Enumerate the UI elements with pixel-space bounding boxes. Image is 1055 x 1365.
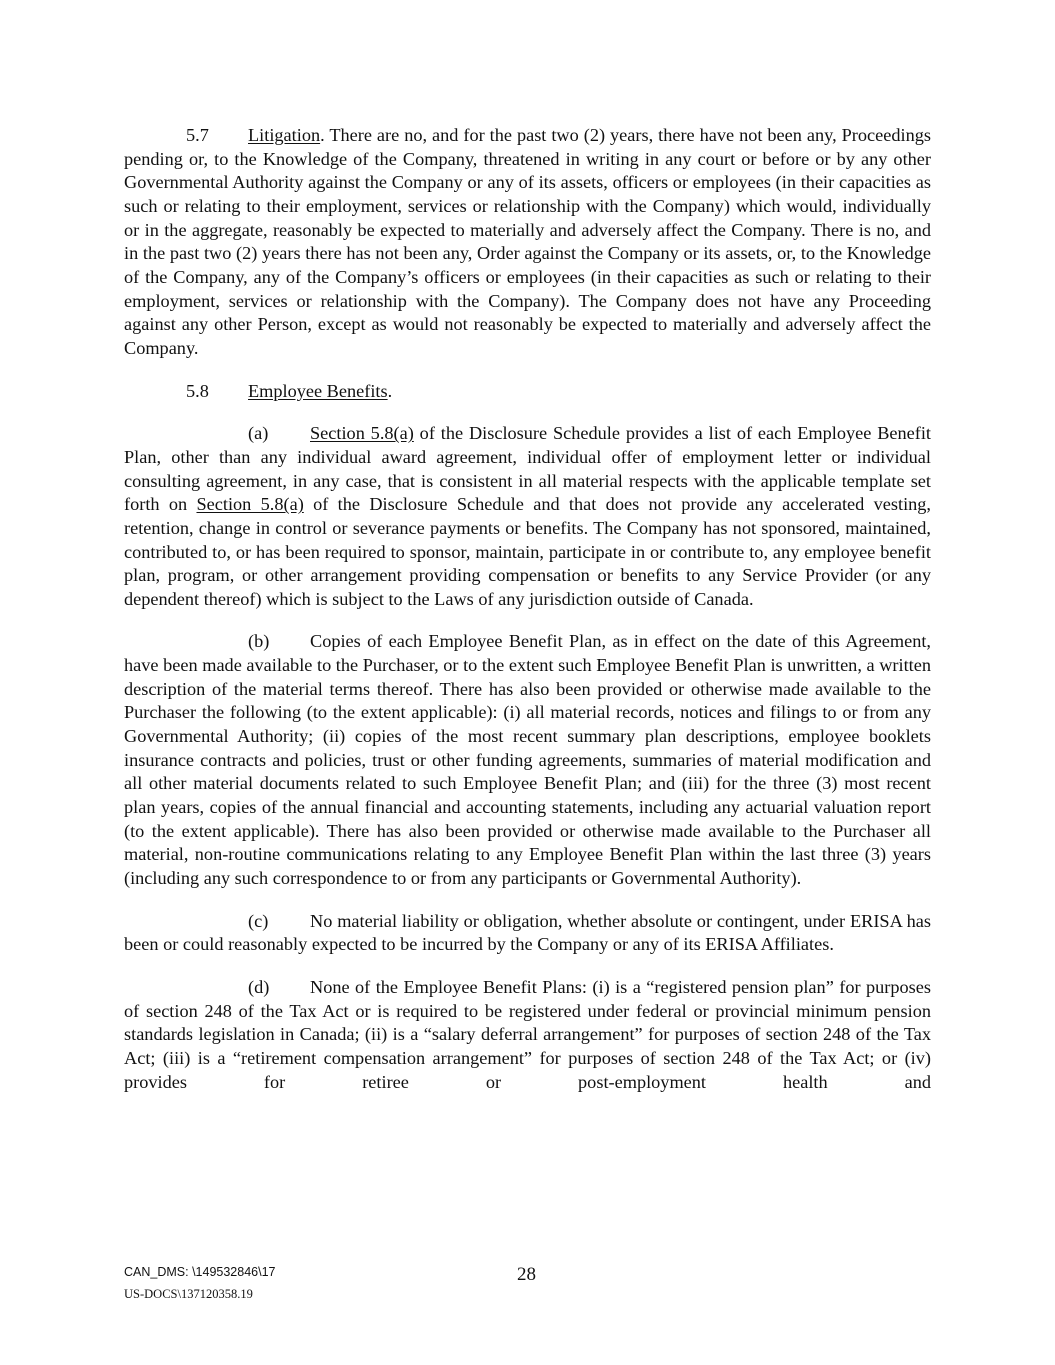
subsection-body: No material liability or obligation, whether absolute or contingent, under ERISA has been or could reasonably expected to be incurred by the Company or any of its ERISA Affiliates. <box>124 910 931 955</box>
subsection-body: None of the Employee Benefit Plans: (i) is a “registered pension plan” for purposes of section 248 of the Tax Act or is required to be registered under federal or provincial minimum pension standards legislation in Canada; (ii) is a “salary deferral arrangement” for purposes of section 248 of the Tax Act; (iii) is a “retirement compensation arrangement” for purposes of section 248 of the Tax Act; or (iv) provides for retiree or post-employment health and <box>124 977 931 1092</box>
footer-doc-id-us: US-DOCS\137120358.19 <box>124 1287 253 1301</box>
cross-reference: Section 5.8(a) <box>196 494 304 515</box>
cross-reference: Section 5.8(a) <box>310 423 414 444</box>
subsection-b <box>124 630 931 890</box>
subsection-a: (a) Section 5.8(a) of the Disclosure Schedule provides a list of each Employee Benefit Plan, other than any individual award agreement, individual offer of employment letter or individual consulting agreement, in any case, that is consistent in all material respects with the applicable template set forth on Section 5.8(a) of the Disclosure Schedule and that does not provide any accelerated vesting, retention, change in control or severance payments or benefits. The Company has not sponsored, maintained, contributed to, or has been required to sponsor, maintain, participate in or contribute to, any employee benefit plan, program, or other arrangement providing compensation or benefits to any Service Provider (or any dependent thereof) which is subject to the Laws of any jurisdiction outside of Canada. <box>124 423 931 609</box>
section-body: There are no, and for the past two (2) years, there have not been any, Proceedings pending or, to the Knowledge of the Company, threatened in writing in any court or before or by any other Governmental Authority against the Company or any of its assets, officers or employees (in their capacities as such or relating to their employment, services or relationship with the Company) which would, individually or in the aggregate, reasonably be expected to materially and adversely affect the Company. There is no, and in the past two (2) years there has not been any, Order against the Company or its assets, or, to the Knowledge of the Company, any of the Company’s officers or employees (in their capacities as such or relating to their employment, services or relationship with the Company). The Company does not have any Proceeding against any other Person, except as would not reasonably be expected to materially and adversely affect the Company. <box>124 125 931 358</box>
subsection-d <box>124 976 931 1094</box>
document-page <box>124 124 931 1113</box>
subsection-label: (d) <box>248 977 270 997</box>
section-heading: Employee Benefits <box>248 380 388 401</box>
section-5-7: 5.7 Litigation. There are no, and for the past two (2) years, there have not been any, Proceedings pending or, to the Knowledge of the Company, threatened in writing in any court or before or by any other Governmental Authority against the Company or any of its assets, officers or employees (in their capacities as such or relating to their employment, services or relationship with the Company) which would, individually or in the aggregate, reasonably be expected to materially and adversely affect the Company. There is no, and in the past two (2) years there has not been any, Order against the Company or its assets, or, to the Knowledge of the Company, any of the Company’s officers or employees (in their capacities as such or relating to their employment, services or relationship with the Company). The Company does not have any Proceeding against any other Person, except as would not reasonably be expected to materially and adversely affect the Company. <box>124 125 931 358</box>
footer-doc-id-can: CAN_DMS: \149532846\17 <box>124 1265 276 1279</box>
section-number: 5.8 <box>186 380 209 401</box>
subsection-label: (b) <box>248 631 270 652</box>
section-heading: Litigation <box>248 125 321 145</box>
subsection-c <box>124 910 931 957</box>
subsection-body: Copies of each Employee Benefit Plan, as in effect on the date of this Agreement, have been made available to the Purchaser, or to the extent such Employee Benefit Plan is unwritten, a written description of the material terms thereof. There has also been provided or otherwise made available to the Purchaser the following (to the extent applicable): (i) all material records, notices and filings to or from any Governmental Authority; (ii) copies of the most recent summary plan descriptions, employee booklets insurance contracts and policies, trust or other funding agreements, summaries of material modification and all other material documents related to such Employee Benefit Plan; and (iii) for the three (3) most recent plan years, copies of the annual financial and accounting statements, including any actuarial valuation report (to the extent applicable). There has also been provided or otherwise made available to the Purchaser all material, non-routine communications relating to any Employee Benefit Plan within the last three (3) years (including any such correspondence to or from any participants or Governmental Authority). <box>124 631 931 889</box>
section-number: 5.7 <box>186 125 209 145</box>
subsection-label: (c) <box>248 910 269 931</box>
page-number: 28 <box>517 1264 536 1285</box>
subsection-label: (a) <box>248 423 269 444</box>
section-5-8-heading: 5.8 Employee Benefits. <box>124 380 931 404</box>
